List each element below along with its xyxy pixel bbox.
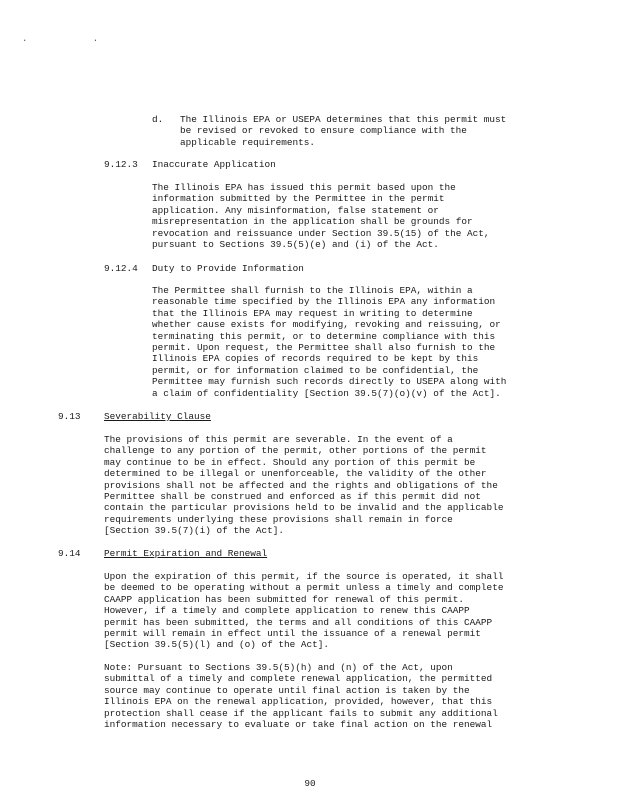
text-line: However, if a timely and complete application to renew this CAAPP bbox=[104, 605, 470, 617]
section-9-14-number: 9.14 bbox=[58, 548, 81, 559]
text-line: submittal of a timely and complete renewal application, the permitted bbox=[104, 673, 493, 685]
text-line: be deemed to be operating without a permit unless a timely and complete bbox=[104, 582, 504, 594]
text-line: that the Illinois EPA may request in writing to determine bbox=[152, 307, 473, 319]
text-line: permit will remain in effect until the issuance of a renewal permit bbox=[104, 628, 481, 640]
text-line: [Section 39.5(5)(l) and (o) of the Act]. bbox=[104, 639, 330, 651]
text-line: a claim of confidentiality [Section 39.5(7)(o)(v) of the Act]. bbox=[152, 387, 501, 399]
section-9-13-title: Severability Clause bbox=[104, 411, 211, 422]
section-9-12-4-text bbox=[152, 285, 506, 399]
section-9-14-title: Permit Expiration and Renewal bbox=[104, 548, 268, 559]
section-9-12-4-number: 9.12.4 bbox=[104, 263, 138, 274]
text-line: pursuant to Sections 39.5(5)(e) and (i) of the Act. bbox=[152, 239, 439, 251]
text-line: The Illinois EPA has issued this permit based upon the bbox=[152, 182, 456, 193]
section-9-14-paragraph-2 bbox=[104, 662, 498, 730]
scan-specks: . . bbox=[22, 34, 129, 44]
text-line: The Permittee shall furnish to the Illinois EPA, within a bbox=[152, 285, 473, 296]
text-line: The provisions of this permit are severable. In the event of a bbox=[104, 434, 453, 445]
text-line: CAAPP application has been submitted for renewal of this permit. bbox=[104, 593, 465, 605]
text-line: Permittee shall be construed and enforced as if this permit did not bbox=[104, 491, 481, 503]
text-line: challenge to any portion of the permit, other portions of the permit bbox=[104, 445, 487, 457]
text-line: Upon the expiration of this permit, if the source is operated, it shall bbox=[104, 571, 504, 582]
text-line: revocation and reissuance under Section 39.5(15) of the Act, bbox=[152, 227, 490, 239]
section-9-13-number: 9.13 bbox=[58, 411, 81, 422]
text-line: reasonable time specified by the Illinois EPA any information bbox=[152, 296, 496, 308]
text-line: permit. Upon request, the Permittee shall also furnish to the bbox=[152, 342, 496, 354]
text-line: applicable requirements. bbox=[180, 136, 316, 148]
text-line: protection shall cease if the applicant fails to submit any additional bbox=[104, 707, 498, 719]
text-line: terminating this permit, or to determine compliance with this bbox=[152, 330, 496, 342]
text-line: determined to be illegal or unenforceable, the validity of the other bbox=[104, 468, 487, 480]
text-line: [Section 39.5(7)(i) of the Act]. bbox=[104, 525, 285, 537]
text-line: information necessary to evaluate or take final action on the renewal bbox=[104, 719, 493, 731]
text-line: whether cause exists for modifying, revoking and reissuing, or bbox=[152, 319, 501, 331]
section-9-13-text bbox=[104, 434, 503, 537]
text-line: information submitted by the Permittee in the permit bbox=[152, 193, 445, 205]
text-line: requirements underlying these provisions shall remain in force bbox=[104, 513, 453, 525]
text-line: application. Any misinformation, false statement or bbox=[152, 204, 439, 216]
text-line: Permittee may furnish such records directly to USEPA along with bbox=[152, 376, 507, 388]
text-line: The Illinois EPA or USEPA determines that this permit must bbox=[180, 114, 507, 125]
text-line: Note: Pursuant to Sections 39.5(5)(h) and (n) of the Act, upon bbox=[104, 662, 453, 673]
text-line: may continue to be in effect. Should any portion of this permit be bbox=[104, 456, 476, 468]
section-9-12-3-number: 9.12.3 bbox=[104, 159, 138, 170]
text-line: permit, or for information claimed to be confidential, the bbox=[152, 364, 479, 376]
section-9-14-paragraph-1 bbox=[104, 571, 503, 651]
item-d-text bbox=[180, 114, 506, 148]
text-line: permit has been submitted, the terms and all conditions of this CAAPP bbox=[104, 616, 493, 628]
section-9-12-3-title: Inaccurate Application bbox=[152, 159, 276, 170]
page-number: 90 bbox=[304, 778, 316, 789]
text-line: Illinois EPA copies of records required to be kept by this bbox=[152, 353, 479, 365]
section-9-12-4-title: Duty to Provide Information bbox=[152, 263, 304, 274]
text-line: contain the particular provisions held to be invalid and the applicable bbox=[104, 502, 504, 514]
item-d-letter: d. bbox=[152, 114, 164, 125]
section-9-12-3-text bbox=[152, 182, 490, 250]
text-line: source may continue to operate until final action is taken by the bbox=[104, 684, 470, 696]
text-line: be revised or revoked to ensure compliance with the bbox=[180, 125, 467, 137]
text-line: misrepresentation in the application shall be grounds for bbox=[152, 216, 473, 228]
text-line: Illinois EPA on the renewal application, provided, however, that this bbox=[104, 696, 493, 708]
text-line: provisions shall not be affected and the rights and obligations of the bbox=[104, 479, 498, 491]
